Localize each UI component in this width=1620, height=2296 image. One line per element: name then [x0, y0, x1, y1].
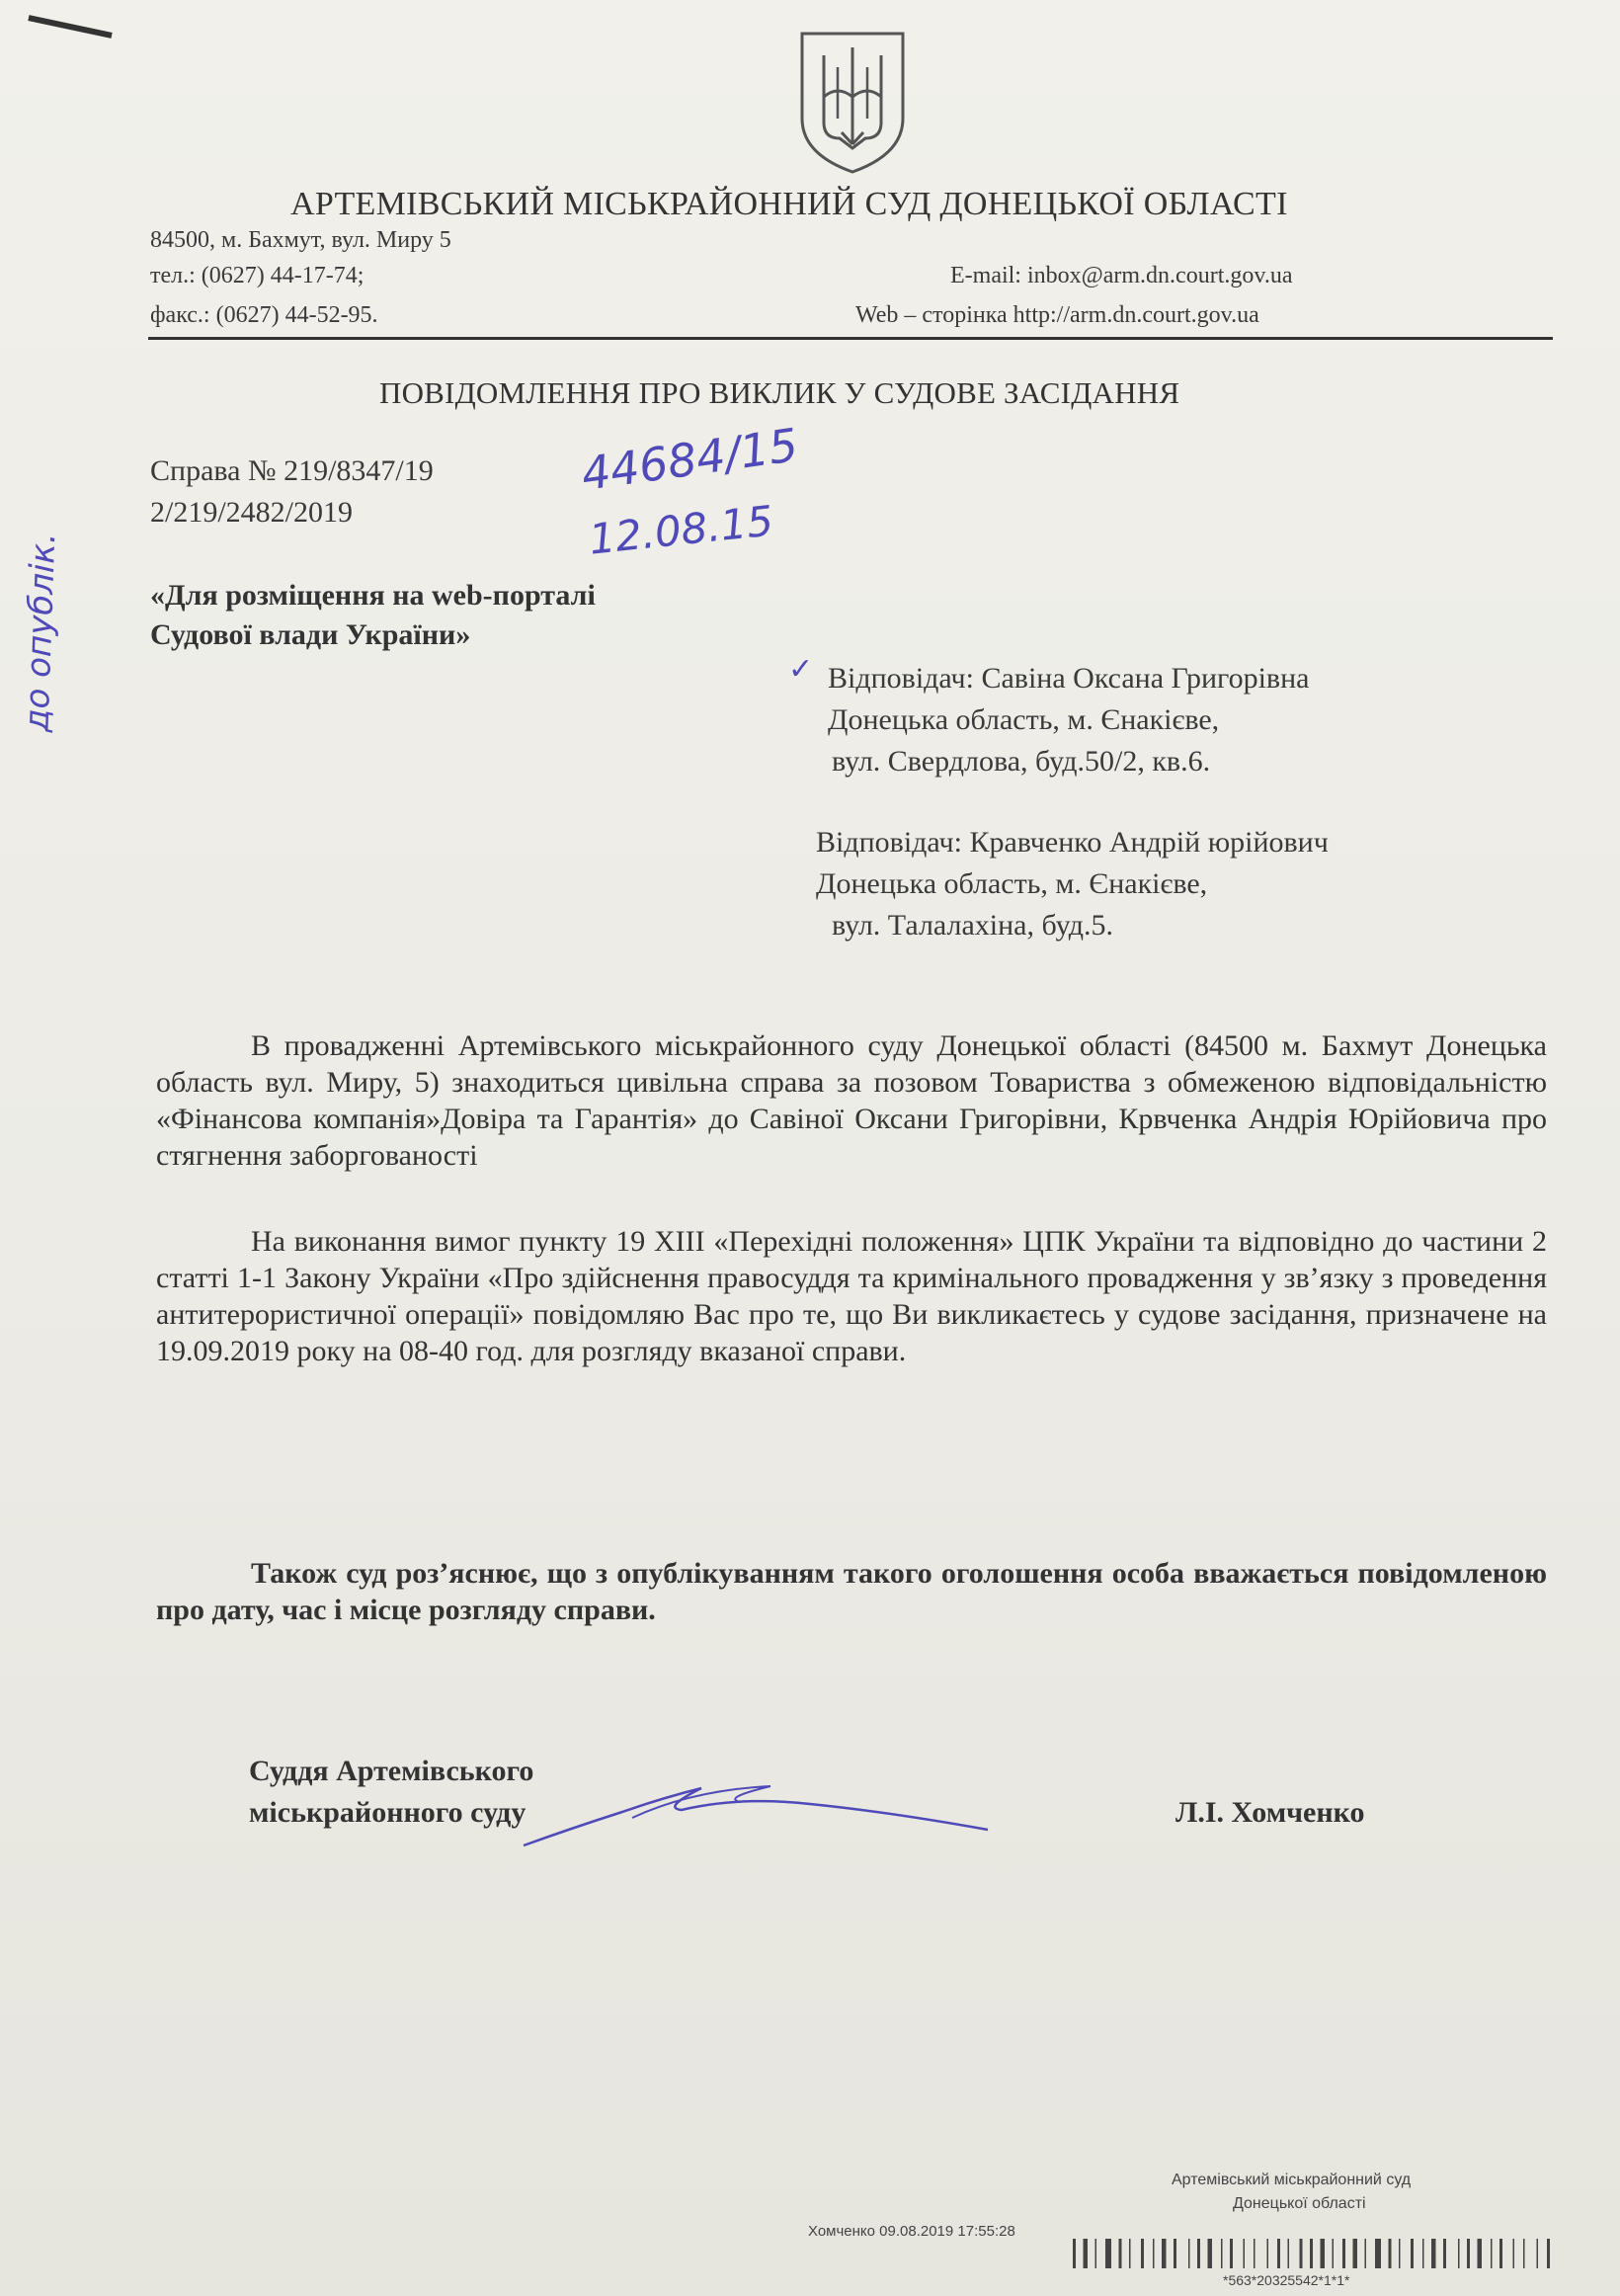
- barcode-bar: [1310, 2239, 1313, 2268]
- barcode-bar: [1221, 2239, 1223, 2268]
- defendant-name: Відповідач: Савіна Оксана Григорівна: [828, 662, 1310, 695]
- coat-of-arms-icon: [794, 28, 911, 176]
- barcode-bar: [1491, 2239, 1493, 2268]
- barcode-bar: [1105, 2239, 1111, 2268]
- defendant-name: Відповідач: Кравченко Андрій юрійович: [816, 826, 1329, 859]
- barcode-bar: [1174, 2239, 1176, 2268]
- barcode-bar: [1230, 2239, 1233, 2268]
- body-paragraph-3: [156, 1555, 1547, 1628]
- defendant-region: Донецька область, м. Єнакієве,: [816, 867, 1208, 900]
- barcode-bar: [1277, 2239, 1280, 2268]
- case-number: Справа № 219/8347/19: [150, 454, 434, 487]
- barcode-bar: [1300, 2239, 1303, 2268]
- barcode-bar: [1129, 2239, 1131, 2268]
- barcode-bar: [1244, 2239, 1246, 2268]
- barcode-bar: [1353, 2239, 1358, 2268]
- defendant-region: Донецька область, м. Єнакієве,: [828, 703, 1220, 736]
- court-address: 84500, м. Бахмут, вул. Миру 5: [150, 227, 451, 253]
- barcode-bar: [1422, 2239, 1424, 2268]
- barcode-bar: [1443, 2239, 1446, 2268]
- barcode-bar: [1254, 2239, 1256, 2268]
- defendant-street: вул. Талалахіна, буд.5.: [832, 909, 1113, 942]
- handwritten-margin-note: до опублік.: [17, 532, 64, 733]
- stamp-court-line-2: Донецької області: [1233, 2195, 1366, 2212]
- scan-mark: [28, 15, 112, 39]
- paragraph-text: В провадженні Артемівського міськрайонного суду Донецької області (84500 м. Бахмут Донецька область вул. Миру, 5) знаходиться цивільна справа за позовом Товариства з обмеженою відповідальністю «Фінансова компанія»Довіра та Гарантія» до Савіної Оксани Григорівни, Крвченка Андрія Юрійовича про стягнення заборгованості: [156, 1029, 1547, 1172]
- check-mark-icon: ✓: [788, 652, 814, 687]
- barcode-bar: [1267, 2239, 1269, 2268]
- barcode-bar: [1321, 2239, 1326, 2268]
- judge-name: Л.І. Хомченко: [1175, 1796, 1365, 1829]
- body-paragraph-1: [156, 1027, 1547, 1174]
- stamp-printed-by: Хомченко 09.08.2019 17:55:28: [808, 2223, 1015, 2240]
- barcode: [1073, 2237, 1557, 2276]
- barcode-bar: [1095, 2239, 1097, 2268]
- barcode-bar: [1365, 2239, 1367, 2268]
- case-number-secondary: 2/219/2482/2019: [150, 496, 354, 529]
- barcode-bar: [1162, 2239, 1167, 2268]
- barcode-bar: [1513, 2239, 1515, 2268]
- handwritten-signature: [514, 1768, 1008, 1857]
- court-phone: тел.: (0627) 44-17-74;: [150, 263, 364, 288]
- barcode-bar: [1499, 2239, 1502, 2268]
- portal-note-line-1: «Для розміщення на web-порталі: [150, 579, 596, 612]
- body-paragraph-2: [156, 1223, 1547, 1369]
- stamp-court-line-1: Артемівський міськрайонний суд: [1172, 2172, 1412, 2188]
- barcode-bar: [1333, 2239, 1335, 2268]
- barcode-bar: [1188, 2239, 1190, 2268]
- barcode-bar: [1458, 2239, 1460, 2268]
- barcode-bar: [1073, 2239, 1076, 2268]
- handwritten-date: 12.08.15: [586, 496, 776, 564]
- barcode-bar: [1399, 2239, 1401, 2268]
- portal-note-line-2: Судової влади України»: [150, 618, 471, 651]
- barcode-bar: [1084, 2239, 1089, 2268]
- barcode-bar: [1141, 2239, 1144, 2268]
- paragraph-text: Також суд роз’яснює, що з опублікуванням такого оголошення особа вважається повідомленою про дату, час і місце розгляду справи.: [156, 1557, 1547, 1626]
- barcode-bar: [1197, 2239, 1200, 2268]
- barcode-bar: [1208, 2239, 1213, 2268]
- court-name: АРТЕМІВСЬКИЙ МІСЬКРАЙОННИЙ СУД ДОНЕЦЬКОЇ ОБЛАСТІ: [290, 186, 1288, 222]
- paragraph-text: На виконання вимог пункту 19 ХІІІ «Перехідні положення» ЦПК України та відповідно до частини 2 статті 1-1 Закону України «Про здійснення правосуддя та кримінального провадження у зв’язку з проведення антитерористичної операції» повідомляю Вас про те, що Ви викликаєтесь у судове засідання, призначене на 19.09.2019 року на 08-40 год. для розгляду вказаної справи.: [156, 1225, 1547, 1367]
- barcode-bar: [1547, 2239, 1550, 2268]
- defendant-street: вул. Свердлова, буд.50/2, кв.6.: [832, 745, 1211, 778]
- barcode-bar: [1342, 2239, 1345, 2268]
- judge-title-line-2: міськрайонного суду: [249, 1796, 526, 1829]
- notice-title: ПОВІДОМЛЕННЯ ПРО ВИКЛИК У СУДОВЕ ЗАСІДАННЯ: [379, 375, 1180, 410]
- barcode-bar: [1537, 2239, 1539, 2268]
- barcode-bar: [1375, 2239, 1381, 2268]
- court-fax: факс.: (0627) 44-52-95.: [150, 302, 378, 328]
- barcode-text: *563*20325542*1*1*: [1223, 2272, 1350, 2288]
- barcode-bar: [1411, 2239, 1414, 2268]
- judge-title-line-1: Суддя Артемівського: [249, 1755, 534, 1787]
- barcode-bar: [1288, 2239, 1290, 2268]
- barcode-bar: [1153, 2239, 1155, 2268]
- court-email: E-mail: inbox@arm.dn.court.gov.ua: [950, 263, 1293, 288]
- barcode-bar: [1478, 2239, 1483, 2268]
- handwritten-reg-number: 44684/15: [578, 417, 802, 502]
- barcode-bar: [1523, 2239, 1525, 2268]
- barcode-bar: [1119, 2239, 1122, 2268]
- header-rule: [148, 337, 1553, 340]
- barcode-bar: [1467, 2239, 1470, 2268]
- barcode-bar: [1431, 2239, 1436, 2268]
- court-web: Web – сторінка http://arm.dn.court.gov.ua: [855, 302, 1259, 328]
- barcode-bar: [1389, 2239, 1392, 2268]
